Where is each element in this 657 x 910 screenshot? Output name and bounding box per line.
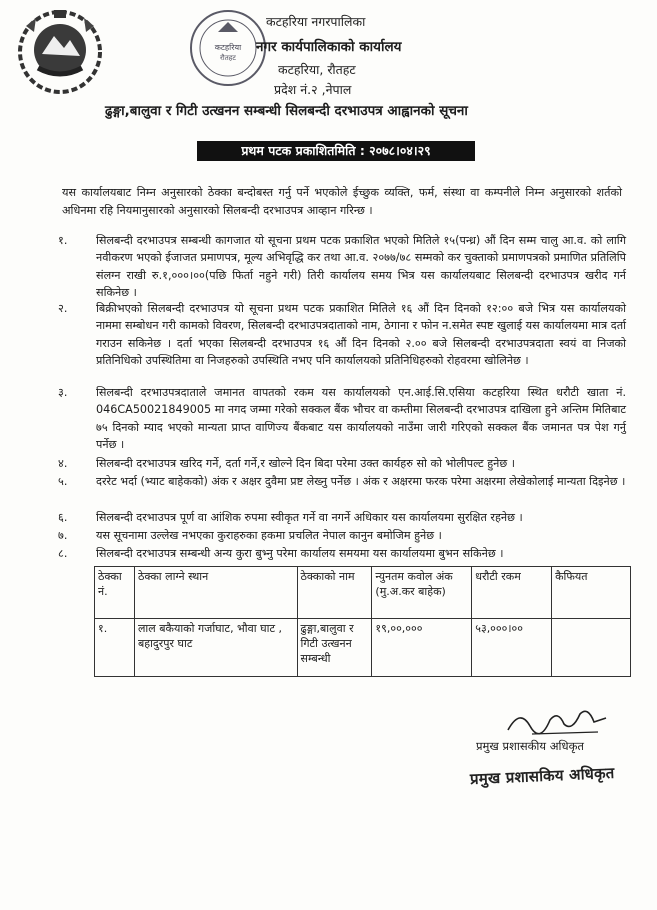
handwritten-signature xyxy=(502,700,612,740)
condition-item-1 xyxy=(0,232,657,302)
cell-minimum-bid: १९,००,००० xyxy=(372,619,472,677)
condition-item-4 xyxy=(0,455,657,475)
svg-text:रौतहट: रौतहट xyxy=(220,54,236,62)
condition-item-7 xyxy=(0,527,657,547)
condition-item-8 xyxy=(0,545,657,565)
col-header-deposit: धरौटी रकम xyxy=(472,567,552,619)
condition-number: ६. xyxy=(58,511,68,524)
designation-stamp: प्रमुख प्रशासकिय अधिकृत xyxy=(469,763,615,789)
col-header-contract-no: ठेक्का नं. xyxy=(95,567,135,619)
condition-number: ५. xyxy=(58,475,68,488)
col-header-contract-name: ठेक्काको नाम xyxy=(297,567,372,619)
cell-deposit: ५३,०००।०० xyxy=(472,619,552,677)
condition-number: ३. xyxy=(58,386,68,399)
condition-text: सिलबन्दी दरभाउपत्र सम्बन्धी अन्य कुरा बुभ्नु परेमा कार्यालय समयमा यस कार्यालयमा बुभन सकिनेछ । xyxy=(96,547,504,560)
intro-paragraph: यस कार्यालयबाट निम्न अनुसारको ठेक्का बन्दोबस्त गर्नु पर्ने भएकोले ईच्छुक व्यक्ति, फर्म, संस्था वा कम्पनीले निम्न अनुसारको शर्तको अधिनमा रहि नियमानुसारको अनुसारको सिलबन्दी दरभाउपत्र आव्हान गरिन्छ । xyxy=(62,186,622,217)
municipality-name: कटहरिया नगरपालिका xyxy=(266,14,366,29)
condition-text: सिलबन्दी दरभाउपत्रदाताले जमानत वापतको रकम यस कार्यालयको एन.आई.सि.एसिया कटहरिया स्थित धरौटी खाता नं. 046CA50021849005 मा नगद जम्मा गरेको सक्कल बैंक भौचर वा कम्तीमा सिलबन्दी दरभाउपत्र दाखिला हुने अन्तिम मितिबाट ७५ दिनको म्याद भएको मान्यता प्राप्त वाणिज्य बैंकबाट यस कार्यालयको नाउँमा जारी गरिएको सक्कल बैंक जमानत पत्र पेश गर्नु पर्नेछ । xyxy=(96,386,626,452)
svg-text:कटहरिया: कटहरिया xyxy=(214,43,242,52)
table-row xyxy=(95,619,631,677)
province-line: प्रदेश नं.२ ,नेपाल xyxy=(274,82,352,97)
office-location: कटहरिया, रौतहट xyxy=(278,62,356,77)
condition-number: ७. xyxy=(58,529,68,542)
condition-number: ४. xyxy=(58,457,68,470)
cell-contract-no: १. xyxy=(95,619,135,677)
condition-item-3 xyxy=(0,384,657,454)
condition-text: सिलबन्दी दरभाउपत्र खरिद गर्ने, दर्ता गर्ने,र खोल्ने दिन बिदा परेमा उक्त कार्यहरु सो को भोलीपल्ट हुनेछ । xyxy=(96,457,516,470)
cell-location: लाल बकैयाको गर्जाघाट, भौवा घाट , बहादुरपुर घाट xyxy=(134,619,297,677)
condition-text: सिलबन्दी दरभाउपत्र पूर्ण वा आंशिक रुपमा स्वीकृत गर्ने वा नगर्ने अधिकार यस कार्यालयमा सुरक्षित रहनेछ । xyxy=(96,511,523,524)
cell-remarks xyxy=(552,619,631,677)
cell-contract-name: ढुङ्गा,बालुवा र गिटी उत्खनन सम्बन्धी xyxy=(297,619,372,677)
publish-date-banner: प्रथम पटक प्रकाशितमिति : २०७८।०४।२९ xyxy=(197,141,475,161)
table-header-row xyxy=(95,567,631,619)
condition-item-6 xyxy=(0,509,657,529)
condition-number: ८. xyxy=(58,547,68,560)
signatory-title: प्रमुख प्रशासकीय अधिकृत xyxy=(476,739,584,753)
condition-text: यस सूचनामा उल्लेख नभएका कुराहरुका हकमा प्रचलित नेपाल कानुन बमोजिम हुनेछ । xyxy=(96,529,442,542)
condition-item-5 xyxy=(0,473,657,509)
condition-text: बिक्रीभएको सिलबन्दी दरभाउपत्र यो सूचना प्रथम पटक प्रकाशित मितिले १६ औं दिन दिनको १२:०० बजे भित्र यस कार्यालयको नाममा सम्बोधन गरी कामको विवरण, सिलबन्दी दरभाउपत्रदाताको नाम, ठेगाना र फोन न.समेत स्पष्ट खुलाई यस कार्यालयमा मात्र दर्ता गराउन सकिनेछ । दर्ता भएका सिलबन्दी दरभाउपत्र १६ औं दिन दिनको २.०० बजे सिलबन्दी दरभाउपत्रदाता स्वयं वा निजको प्रतिनिधिको उपस्थितिमा वा निजहरुको उपस्थिति नभए पनि कार्यालयको प्रतिनिधिहरुको रोहवरमा खोलिनेछ । xyxy=(96,302,626,368)
col-header-minimum-bid: न्युनतम कवोल अंक (मु.अ.कर बाहेक) xyxy=(372,567,472,619)
nepal-emblem-logo xyxy=(12,6,108,98)
tender-table xyxy=(94,566,631,677)
notice-title: ढुङ्गा,बालुवा र गिटी उत्खनन सम्बन्धी सिलबन्दी दरभाउपत्र आह्वानको सूचना xyxy=(105,103,468,119)
condition-number: २. xyxy=(58,302,68,315)
col-header-location: ठेक्का लाग्ने स्थान xyxy=(134,567,297,619)
condition-number: १. xyxy=(58,234,68,247)
condition-text: सिलबन्दी दरभाउपत्र सम्बन्धी कागजात यो सूचना प्रथम पटक प्रकाशित भएको मितिले १५(पन्ध्र) औं दिन सम्म चालु आ.व. को लागि नवीकरण भएको ईजाजत प्रमाणपत्र, मूल्य अभिवृद्धि कर तथा आ.व. २०७७/७८ सम्मको कर चुक्ताको प्रमाणपत्रको प्रमाणित प्रतिलिपि संलग्न राखी रु.१,०००।००(पछि फिर्ता नहुने गरी) तिरी कार्यालय समय भित्र यस कार्यालयबाट सिलबन्दी दरभाउपत्र खरीद गर्न सकिनेछ । xyxy=(96,234,626,300)
office-name: नगर कार्यपालिकाको कार्यालय xyxy=(256,39,402,55)
col-header-remarks: कैफियत xyxy=(552,567,631,619)
condition-text: दररेट भर्दा (भ्याट बाहेकको) अंक र अक्षर दुवैमा प्रष्ट लेख्नु पर्नेछ । अंक र अक्षरमा फरक परेमा अक्षरमा लेखेकोलाई मान्यता दिइनेछ । xyxy=(96,475,626,488)
condition-item-2 xyxy=(0,300,657,370)
